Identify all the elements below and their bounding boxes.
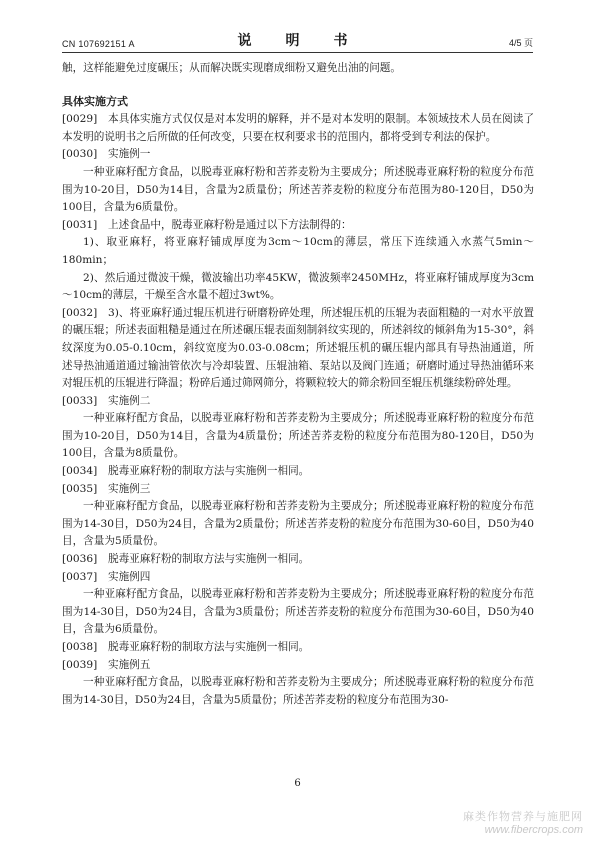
paragraph-text: 实施例四: [108, 570, 151, 583]
numbered-paragraph: [62, 111, 534, 146]
paragraph-number: [0034]: [62, 465, 98, 478]
body-text: 触，这样能避免过度碾压；从而解决既实现磨成细粉又避免出油的问题。: [62, 62, 401, 74]
paragraph-number: [0029]: [62, 113, 98, 126]
paragraph-number: [0032]: [62, 306, 98, 319]
paragraph-text: 脱毒亚麻籽粉的制取方法与实施例一相同。: [108, 465, 310, 478]
watermark-url: www.fibercrops.com: [484, 824, 583, 836]
numbered-paragraph: [62, 481, 534, 499]
body-paragraph: 一种亚麻籽配方食品，以脱毒亚麻籽粉和苦荞麦粉为主要成分；所述脱毒亚麻籽粉的粒度分布范围为14-30目，D50为24目，含量为5质量份；所述苦荞麦粉的粒度分布范围为30-: [62, 676, 534, 706]
paragraph-text: 脱毒亚麻籽粉的制取方法与实施例一相同。: [108, 641, 310, 653]
numbered-paragraph: [62, 217, 534, 235]
paragraph-number: [0035]: [62, 482, 98, 495]
numbered-paragraph: [62, 551, 534, 569]
paragraph-number: [0039]: [62, 658, 98, 671]
document-title: 说 明 书: [237, 33, 358, 49]
paragraph-text: 本具体实施方式仅仅是对本发明的解释，并不是对本发明的限制。本领域技术人员在阅读了本发明的说明书之后所做的任何改变，只要在权利要求书的范围内，都将受到专利法的保护。: [62, 113, 534, 143]
page-number: 6: [294, 778, 301, 789]
document-id: CN 107692151 A: [62, 39, 135, 49]
paragraph-text: 上述食品中，脱毒亚麻籽粉是通过以下方法制得的：: [108, 218, 352, 231]
paragraph-number: [0030]: [62, 148, 98, 161]
paragraph-number: [0037]: [62, 570, 98, 583]
numbered-paragraph: [62, 639, 534, 657]
paragraph-number: [0036]: [62, 553, 98, 566]
paragraph-text: 实施例五: [108, 658, 151, 671]
watermark-name: 麻类作物营养与施肥网: [463, 811, 583, 823]
body-paragraph: 一种亚麻籽配方食品，以脱毒亚麻籽粉和苦荞麦粉为主要成分；所述脱毒亚麻籽粉的粒度分布范围为10-20目，D50为14目，含量为4质量份；所述苦荞麦粉的粒度分布范围为80-120目，D50为100目，含量为8质量份。: [62, 412, 534, 460]
paragraph-number: [0038]: [62, 641, 98, 653]
body-paragraph: 一种亚麻籽配方食品，以脱毒亚麻籽粉和苦荞麦粉为主要成分；所述脱毒亚麻籽粉的粒度分布范围为10-20目，D50为14目，含量为2质量份；所述苦荞麦粉的粒度分布范围为80-120目，D50为100目，含量为6质量份。: [62, 165, 534, 214]
numbered-paragraph: [62, 463, 534, 481]
paragraph-text: 脱毒亚麻籽粉的制取方法与实施例一相同。: [108, 553, 310, 566]
paragraph-text: 实施例一: [108, 148, 151, 161]
watermark: [463, 808, 583, 836]
paragraph-number: [0031]: [62, 218, 98, 231]
numbered-paragraph: [62, 146, 534, 164]
step-paragraph: 1)、取亚麻籽，将亚麻籽铺成厚度为3cm～10cm的薄层，常压下连续通入水蒸气5min～180min；: [62, 236, 534, 266]
section-heading: 具体实施方式: [62, 94, 128, 108]
paragraph-text: 3)、将亚麻籽通过辊压机进行研磨粉碎处理，所述辊压机的压辊为表面粗糙的一对水平放置的碾压辊；所述表面粗糙是通过在所述碾压辊表面刻制斜纹实现的，所述斜纹的倾斜角为15-30°，斜纹深度为0.05-0.10cm，斜纹宽度为0.03-0.08cm；所述辊压机的碾压辊内部具有导热油通道，所述导热油通道通过输油管依次与冷却装置、压辊油箱、泵站以及阀门连通；研磨时通过导热油循环来对辊压机的压辊进行降温；粉碎后通过筛网筛分，将颗粒较大的筛余粉回至辊压机继续粉碎处理。: [62, 306, 534, 390]
numbered-paragraph: [62, 393, 534, 411]
page-indicator: 4/5 页: [508, 38, 533, 48]
body-paragraph: 一种亚麻籽配方食品，以脱毒亚麻籽粉和苦荞麦粉为主要成分；所述脱毒亚麻籽粉的粒度分布范围为14-30目，D50为24目，含量为2质量份；所述苦荞麦粉的粒度分布范围为30-60目，D50为40目，含量为5质量份。: [62, 500, 534, 548]
paragraph-text: 实施例三: [108, 482, 151, 495]
numbered-paragraph: [62, 657, 534, 675]
document-body: [62, 60, 534, 709]
numbered-paragraph: [62, 305, 534, 393]
paragraph-text: 实施例二: [108, 394, 151, 407]
numbered-paragraph: [62, 569, 534, 587]
body-paragraph: 一种亚麻籽配方食品，以脱毒亚麻籽粉和苦荞麦粉为主要成分；所述脱毒亚麻籽粉的粒度分布范围为14-30目，D50为24目，含量为3质量份；所述苦荞麦粉的粒度分布范围为30-60目，D50为40目，含量为6质量份。: [62, 588, 534, 636]
step-paragraph: 2)、然后通过微波干燥，微波输出功率45KW，微波频率2450MHz，将亚麻籽铺成厚度为3cm～10cm的薄层，干燥至含水量不超过3wt%。: [62, 271, 534, 302]
page-header: [62, 30, 533, 53]
paragraph-number: [0033]: [62, 394, 98, 407]
